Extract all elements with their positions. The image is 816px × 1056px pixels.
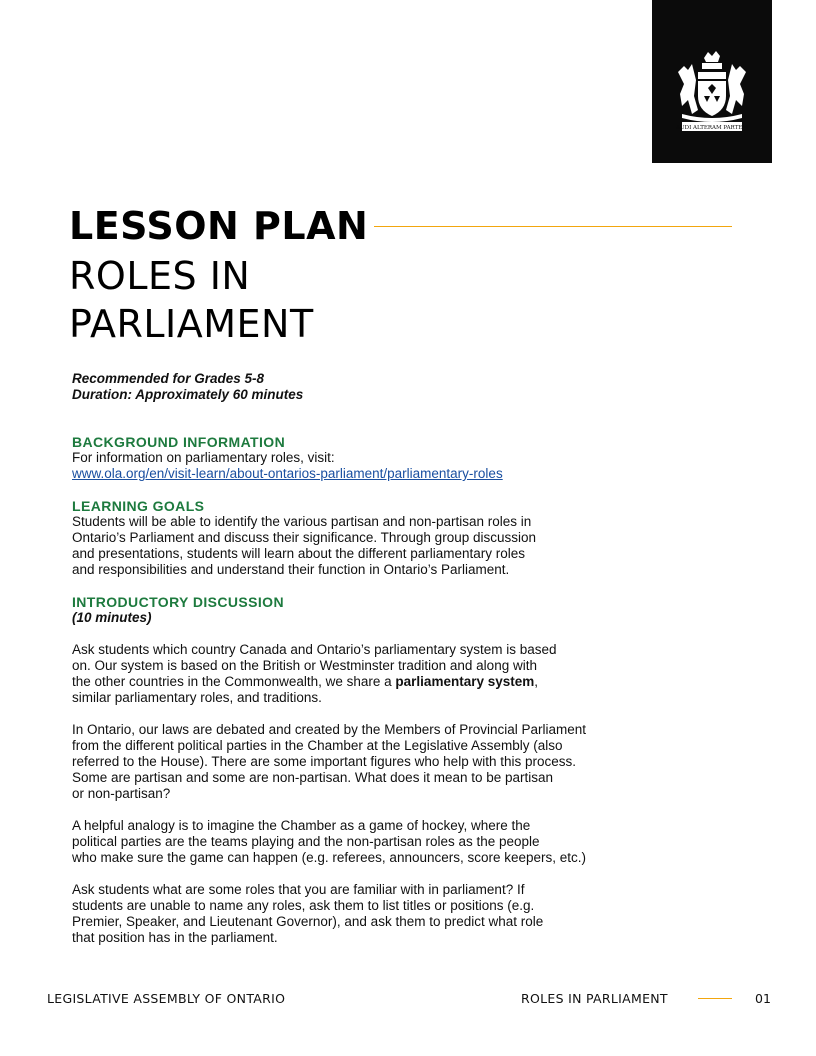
lesson-subtitle bbox=[69, 252, 314, 348]
background-intro: For information on parliamentary roles, visit: bbox=[72, 450, 335, 465]
discussion-line: students are unable to name any roles, ask them to list titles or positions (e.g. bbox=[72, 898, 535, 913]
goals-line: and presentations, students will learn about the different parliamentary roles bbox=[72, 546, 526, 561]
footer-divider bbox=[698, 998, 732, 999]
discussion-time: (10 minutes) bbox=[72, 610, 152, 625]
discussion-line: In Ontario, our laws are debated and created by the Members of Provincial Parliament bbox=[72, 722, 587, 737]
discussion-line: Premier, Speaker, and Lieutenant Governor), and ask them to predict what role bbox=[72, 914, 544, 929]
lesson-plan-title: LESSON PLAN bbox=[69, 204, 369, 248]
duration-text: Duration: Approximately 60 minutes bbox=[72, 387, 304, 402]
lesson-meta bbox=[72, 371, 303, 403]
discussion-line: or non-partisan? bbox=[72, 786, 171, 801]
discussion-line: A helpful analogy is to imagine the Chamber as a game of hockey, where the bbox=[72, 818, 531, 833]
footer-organization: LEGISLATIVE ASSEMBLY OF ONTARIO bbox=[47, 991, 286, 1006]
discussion-heading: INTRODUCTORY DISCUSSION bbox=[72, 594, 284, 610]
goals-line: Students will be able to identify the various partisan and non-partisan roles in bbox=[72, 514, 532, 529]
discussion-line: on. Our system is based on the British or Westminster tradition and along with bbox=[72, 658, 537, 673]
learning-goals-section bbox=[72, 498, 617, 578]
discussion-line: that position has in the parliament. bbox=[72, 930, 278, 945]
goals-line: Ontario’s Parliament and discuss their significance. Through group discussion bbox=[72, 530, 536, 545]
title-divider bbox=[374, 226, 732, 227]
discussion-line: Ask students which country Canada and Ontario’s parliamentary system is based bbox=[72, 642, 557, 657]
discussion-line: political parties are the teams playing and the non-partisan roles as the people bbox=[72, 834, 540, 849]
grades-text: Recommended for Grades 5-8 bbox=[72, 371, 265, 386]
coat-of-arms-icon bbox=[674, 50, 750, 136]
discussion-line: Ask students what are some roles that you are familiar with in parliament? If bbox=[72, 882, 525, 897]
svg-text:AUDI ALTERAM PARTEM: AUDI ALTERAM PARTEM bbox=[676, 125, 748, 131]
discussion-line: similar parliamentary roles, and traditions. bbox=[72, 690, 322, 705]
page-number: 01 bbox=[755, 991, 771, 1006]
discussion-line: from the different political parties in the Chamber at the Legislative Assembly (also bbox=[72, 738, 563, 753]
learning-goals-heading: LEARNING GOALS bbox=[72, 498, 205, 514]
discussion-line: referred to the House). There are some important figures who help with this process. bbox=[72, 754, 576, 769]
background-heading: BACKGROUND INFORMATION bbox=[72, 434, 286, 450]
discussion-line: the other countries in the Commonwealth, we share a parliamentary system, bbox=[72, 674, 539, 689]
coat-of-arms-block bbox=[652, 0, 772, 163]
background-section bbox=[72, 434, 617, 482]
goals-line: and responsibilities and understand their function in Ontario’s Parliament. bbox=[72, 562, 510, 577]
footer-document-title: ROLES IN PARLIAMENT bbox=[521, 991, 668, 1006]
parliamentary-system-term: parliamentary system bbox=[395, 674, 535, 689]
subtitle-line: PARLIAMENT bbox=[69, 302, 314, 346]
parliamentary-roles-link[interactable]: www.ola.org/en/visit-learn/about-ontarios-parliament/parliamentary-roles bbox=[72, 466, 503, 481]
discussion-line: who make sure the game can happen (e.g. referees, announcers, score keepers, etc.) bbox=[72, 850, 587, 865]
subtitle-line: ROLES IN bbox=[69, 254, 251, 298]
discussion-line: Some are partisan and some are non-partisan. What does it mean to be partisan bbox=[72, 770, 554, 785]
introductory-discussion-section bbox=[72, 594, 632, 946]
